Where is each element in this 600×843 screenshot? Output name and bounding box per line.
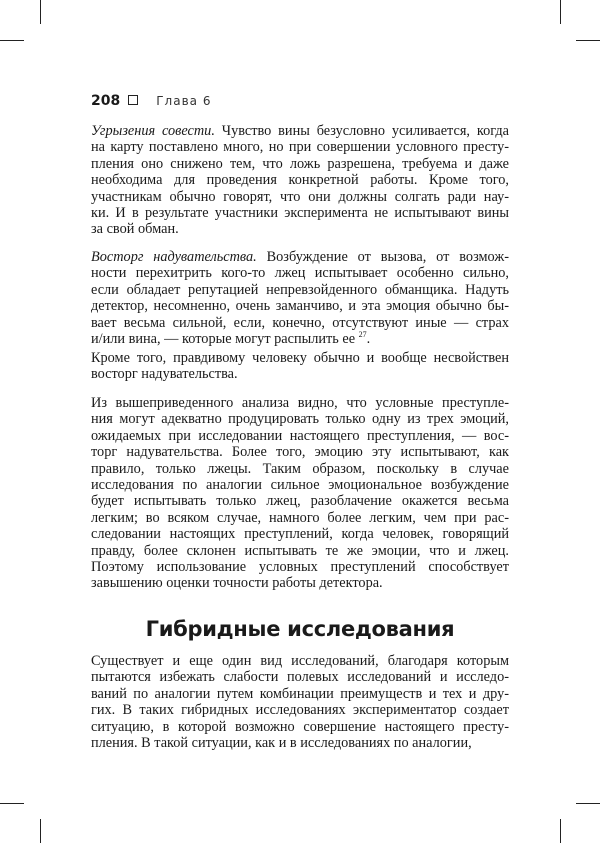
text-line xyxy=(91,350,509,366)
section-heading: Гибридные исследования xyxy=(145,617,455,641)
text-line xyxy=(91,298,509,314)
line-text: Существует и еще один вид исследований, благодаря которым xyxy=(91,653,509,669)
line-text: необходима для проведения конкретной работы. Кроме того, xyxy=(91,172,509,189)
running-header xyxy=(91,93,211,109)
text-line xyxy=(91,172,509,188)
paragraph xyxy=(91,249,509,347)
text-line xyxy=(91,395,509,411)
text-line xyxy=(91,189,509,205)
text-line xyxy=(91,265,509,281)
line-text: восторг надувательства. xyxy=(91,366,238,383)
line-text: Возбуждение от вызова, от возмож- xyxy=(256,249,509,265)
text-line xyxy=(91,543,509,559)
crop-mark xyxy=(0,40,24,41)
square-bullet-icon xyxy=(128,95,138,105)
paragraph xyxy=(91,653,509,751)
line-text: Чувство вины безусловно усиливается, когда xyxy=(214,123,509,139)
line-text: пления. В такой ситуации, как и в исследованиях по аналогии, xyxy=(91,734,472,751)
footnote-ref[interactable]: 27 xyxy=(358,330,367,340)
text-line xyxy=(91,686,509,702)
crop-mark xyxy=(576,40,600,41)
line-text: детектор, несомненно, очень заманчиво, и эта эмоция обычно бы- xyxy=(91,298,509,315)
chapter-title: Глава 6 xyxy=(156,94,212,108)
crop-mark xyxy=(40,819,41,843)
text-line xyxy=(91,331,509,347)
text-line xyxy=(91,282,509,298)
text-line xyxy=(91,526,509,542)
italic-lead: Восторг надувательства. xyxy=(91,249,257,265)
line-end: . xyxy=(366,330,371,347)
line-text: ситуацию, в которой возможно совершение настоящего престу- xyxy=(91,718,509,735)
text-line xyxy=(91,428,509,444)
text-line xyxy=(91,559,509,575)
text-line xyxy=(91,719,509,735)
text-line xyxy=(91,493,509,509)
text-line xyxy=(91,221,509,237)
text-line xyxy=(91,411,509,427)
line-text: участникам обычно говорят, что они должны солгать ради нау- xyxy=(91,188,509,205)
crop-mark xyxy=(40,0,41,24)
text-line xyxy=(91,575,509,591)
text-line xyxy=(91,702,509,718)
text-line xyxy=(91,156,509,172)
text-line xyxy=(91,477,509,493)
text-line xyxy=(91,366,509,382)
text-line xyxy=(91,315,509,331)
text-line xyxy=(91,461,509,477)
line-text: и/или вина, — которые могут распылить ее xyxy=(91,330,356,347)
line-text: легким; во всяком случае, намного более легким, чем при рас- xyxy=(91,509,509,526)
text-line xyxy=(91,205,509,221)
line-text: исследования по аналогии сильное эмоциональное возбуждение xyxy=(91,476,509,493)
line-text: пытаются избежать слабости полевых исследований и исследо- xyxy=(91,669,509,686)
paragraph xyxy=(91,350,509,383)
line-text: правду, более склонен испытывать те же эмоции, что и лжец. xyxy=(91,542,509,559)
line-text: Кроме того, правдивому человеку обычно и вообще несвойствен xyxy=(91,350,509,366)
text-line xyxy=(91,510,509,526)
text-line xyxy=(91,735,509,751)
line-text: за свой обман. xyxy=(91,221,179,238)
line-text: правило, только лжецы. Таким образом, поскольку в случае xyxy=(91,460,509,477)
line-text: ваний по аналогии путем комбинации преимуществ и тех и дру- xyxy=(91,685,509,702)
line-text: будет испытывать только лжец, разоблачение окажется весьма xyxy=(91,493,509,510)
italic-lead: Угрызения совести. xyxy=(91,123,215,139)
line-text: торг надувательства. Более того, эмоцию эту испытывают, как xyxy=(91,444,509,461)
line-text: завышению оценки точности работы детектора. xyxy=(91,575,383,592)
line-text: следовании настоящих преступлений, когда человек, говорящий xyxy=(91,526,509,543)
text-line xyxy=(91,669,509,685)
line-text: ния могут адекватно продуцировать только одну из трех эмоций, xyxy=(91,411,509,428)
paragraph xyxy=(91,123,509,238)
crop-mark xyxy=(0,803,24,804)
text-line xyxy=(91,249,509,265)
text-line xyxy=(91,444,509,460)
text-line xyxy=(91,139,509,155)
line-text: ности перехитрить кого-то лжец испытывает особенно сильно, xyxy=(91,265,509,282)
crop-mark xyxy=(560,819,561,843)
line-text: гих. В таких гибридных исследованиях экспериментатор создает xyxy=(91,702,509,719)
line-text: на карту поставлено много, но при совершении условного престу- xyxy=(91,139,509,156)
line-text: вает весьма сильной, если, конечно, отсутствуют иные — страх xyxy=(91,314,509,331)
line-text: пления оно снижено тем, что ложь разрешена, требуема и даже xyxy=(91,155,509,172)
line-text: ки. И в результате участники эксперимента не испытывают вины xyxy=(91,204,509,221)
line-text: Из вышеприведенного анализа видно, что условные преступле- xyxy=(91,395,509,411)
page-number: 208 xyxy=(91,93,121,109)
text-line xyxy=(91,123,509,139)
text-line xyxy=(91,653,509,669)
crop-mark xyxy=(576,803,600,804)
paragraph xyxy=(91,395,509,592)
crop-mark xyxy=(560,0,561,24)
line-text: если обладает репутацией непревзойденного обманщика. Надуть xyxy=(91,281,509,298)
line-text: ожидаемых при исследовании настоящего преступления, — вос- xyxy=(91,427,509,444)
line-text: Поэтому использование условных преступлений способствует xyxy=(91,558,509,575)
